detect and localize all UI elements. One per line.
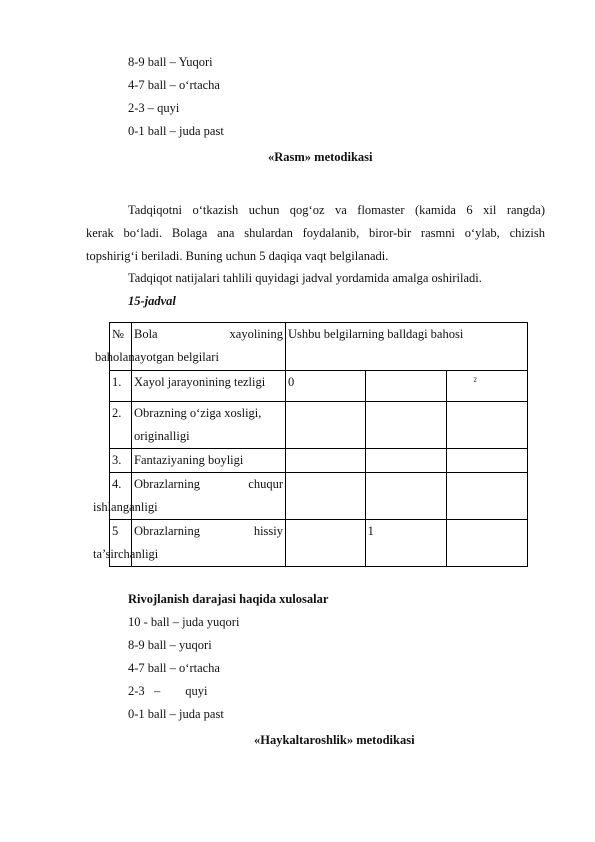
table-row [110, 371, 528, 402]
table-row [110, 402, 528, 449]
row-criteria-b: chuqur [248, 477, 283, 491]
scale-item: 8-9 ball – Yuqori [128, 55, 213, 69]
table-caption: 15-jadval [128, 294, 176, 308]
row-criteria [132, 371, 286, 402]
row-value [286, 520, 366, 567]
table-row [110, 449, 528, 473]
row-num: 5 [112, 524, 119, 538]
row-value: 0 [286, 371, 366, 402]
row-value-cell [447, 371, 528, 402]
row-value [447, 402, 528, 449]
header-criteria-cont: baholanayotgan belgilari [95, 350, 219, 364]
paragraph-line: kerak bo‘ladi. Bolaga ana shulardan foydalanib, biror-bir rasmni o‘ylab, chizish [86, 226, 545, 240]
row-num: 2. [110, 402, 132, 449]
table-row [110, 473, 528, 520]
scale-item: 8-9 ball – yuqori [128, 638, 212, 652]
header-score: Ushbu belgilarning balldagi bahosi [288, 327, 464, 341]
paragraph-analysis: Tadqiqot natijalari tahlili quyidagi jadval yordamida amalga oshiriladi. [128, 271, 482, 285]
scale-item: 2-3 – quyi [128, 684, 208, 698]
row-value [365, 402, 447, 449]
row-num-cell [93, 520, 159, 567]
row-value [447, 449, 528, 473]
scale-item: 4-7 ball – o‘rtacha [128, 661, 220, 675]
row-value: 1 [365, 520, 447, 567]
row-value: 2 [473, 376, 477, 384]
header-score-cell [286, 323, 528, 371]
scale-item: 0-1 ball – juda past [128, 707, 224, 721]
row-num: 1. [110, 371, 132, 402]
scale-item: 2-3 – quyi [128, 101, 180, 115]
paragraph-line: Tadqiqotni o‘tkazish uchun qog‘oz va flomaster (kamida 6 xil rangda) [128, 203, 545, 217]
row-value [286, 473, 366, 520]
row-criteria [132, 402, 286, 449]
row-criteria-b: hissiy [253, 524, 283, 538]
evaluation-table [93, 322, 528, 567]
row-criteria-a: Obrazlarning [134, 477, 200, 491]
paragraph-line: topshirig‘i beriladi. Buning uchun 5 daqiqa vaqt belgilanadi. [86, 249, 389, 263]
row-criteria-line: Obrazning o‘ziga xosligi, [134, 406, 262, 420]
row-num-cell [93, 473, 158, 520]
row-criteria-cont: ishlanganligi [93, 500, 158, 514]
row-value [286, 449, 366, 473]
scale-item: 4-7 ball – o‘rtacha [128, 78, 220, 92]
header-criteria-a: Bola [134, 327, 158, 341]
scale-item: 0-1 ball – juda past [128, 124, 224, 138]
table-row [110, 520, 528, 567]
row-criteria: Fantaziyaning boyligi [132, 449, 286, 473]
conclusions-heading: Rivojlanish darajasi haqida xulosalar [128, 592, 329, 606]
row-num: 4. [112, 477, 122, 491]
scale-item: 10 - ball – juda yuqori [128, 615, 240, 629]
row-criteria-text: Xayol jarayonining tezligi [134, 375, 266, 389]
row-value [365, 449, 447, 473]
row-value [447, 520, 528, 567]
header-num: № [112, 327, 124, 341]
paragraph-instructions [86, 199, 545, 268]
row-criteria-a: Obrazlarning [134, 524, 200, 538]
row-value [286, 402, 366, 449]
section-heading-haykaltaroshlik: «Haykaltaroshlik» metodikasi [254, 733, 415, 747]
row-criteria-line: originalligi [134, 429, 190, 443]
row-value [365, 371, 447, 402]
row-num: 3. [110, 449, 132, 473]
row-value [447, 473, 528, 520]
header-criteria-b: xayolining [229, 327, 283, 341]
row-criteria-cont: ta’sirchanligi [93, 547, 159, 561]
table-header-row [110, 323, 528, 371]
section-heading-rasm: «Rasm» metodikasi [268, 150, 373, 164]
row-value [365, 473, 447, 520]
